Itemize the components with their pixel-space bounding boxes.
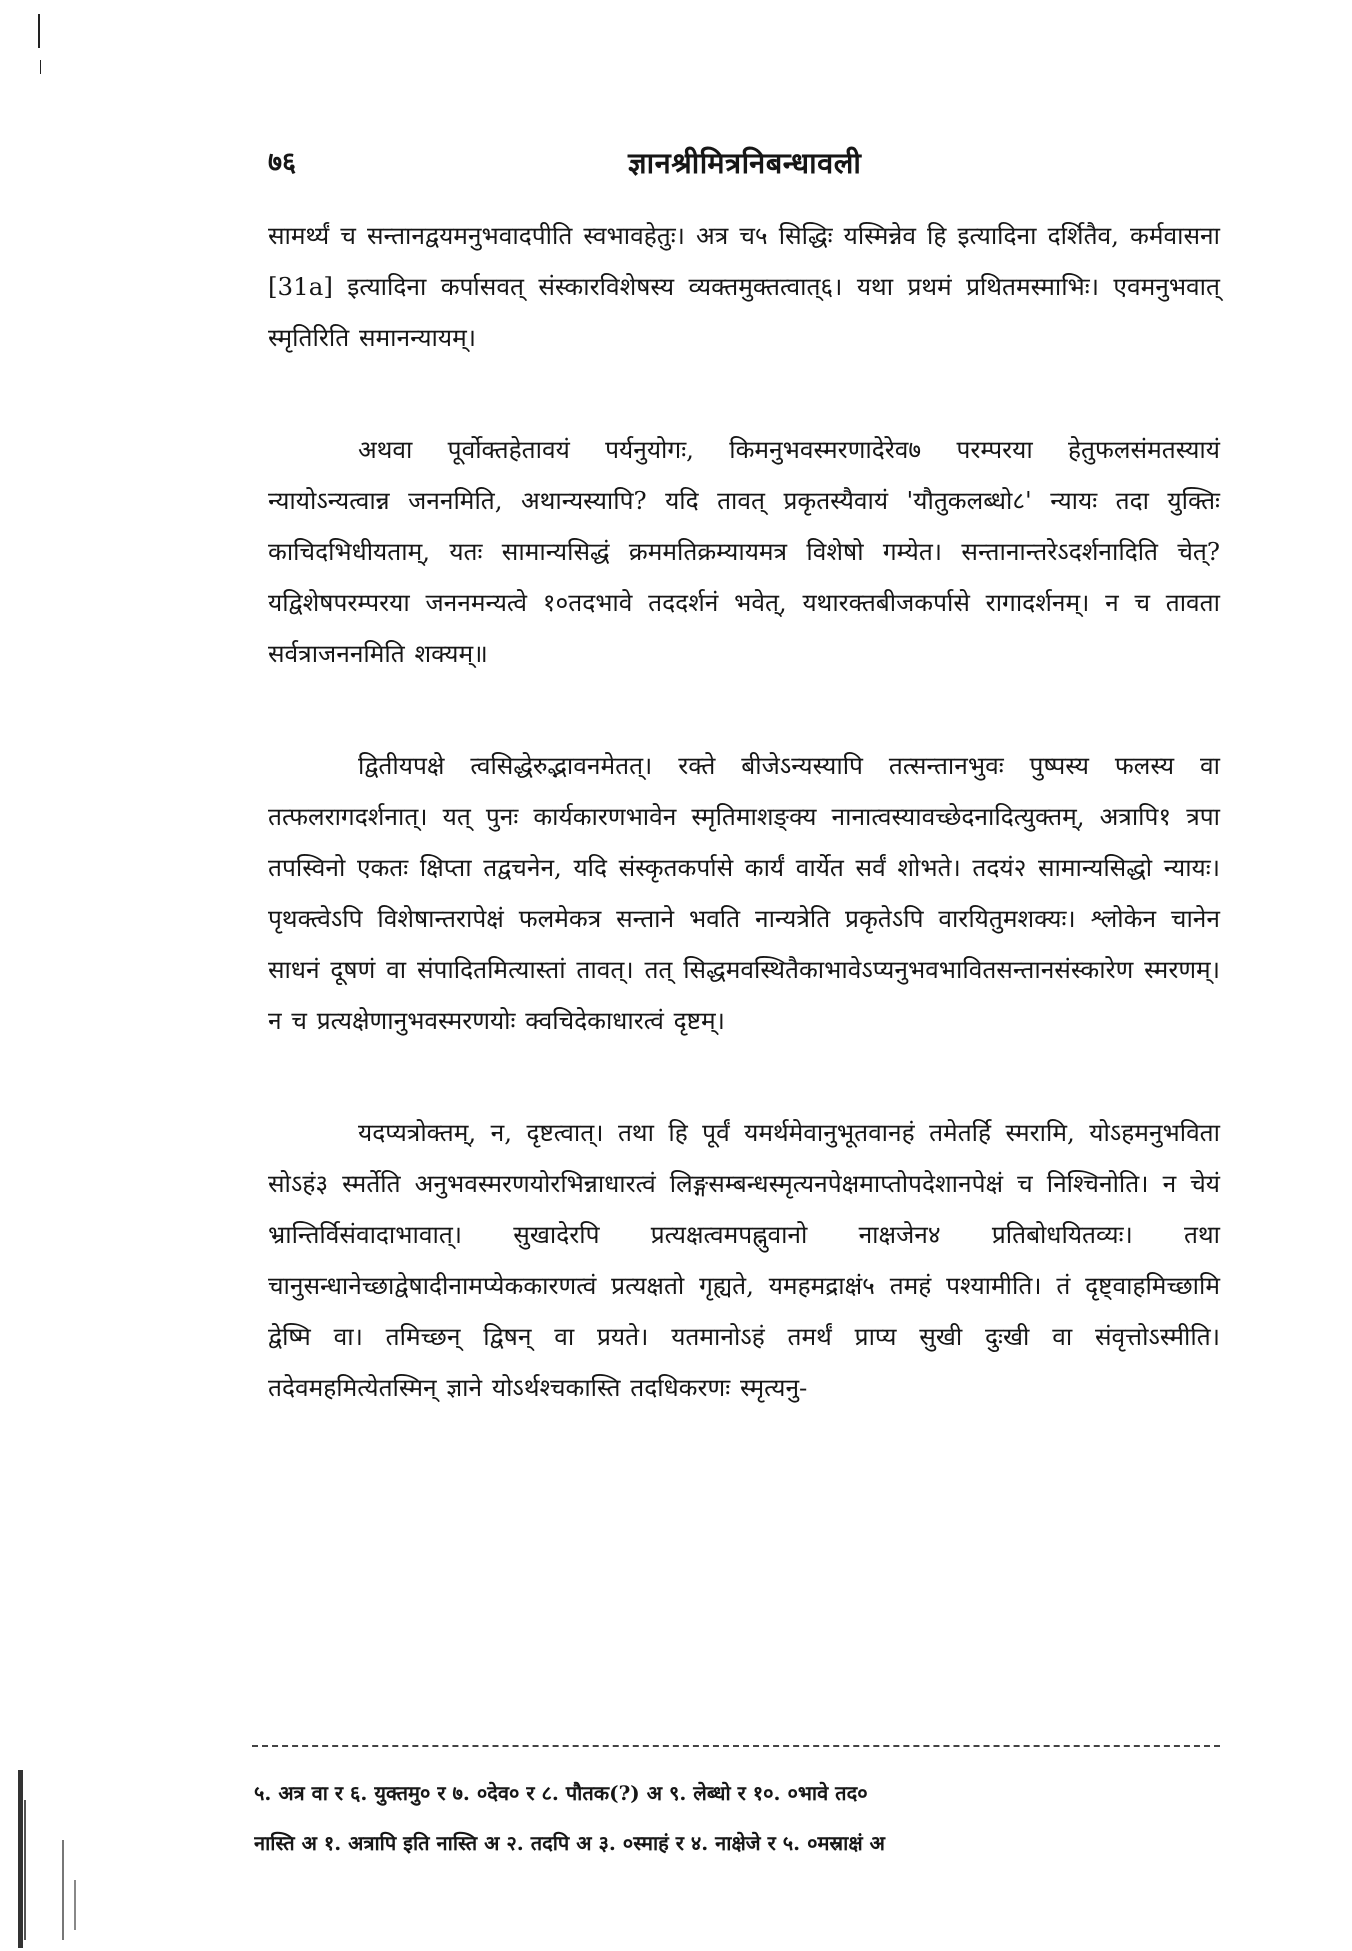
scan-mark-bottom [62,1840,64,1940]
scan-mark-bottom [24,1800,26,1940]
paragraph-4: यदप्यत्रोक्तम्, न, दृष्टत्वात्। तथा हि पूर्वं यमर्थमेवानुभूतवानहं तमेतर्हि स्मरामि, योऽहमनुभविता सोऽहं३ स्मर्तेति अनुभवस्मरणयोरभिन्नाधारत्वं लिङ्गसम्बन्धस्मृत्यनपेक्षमाप्तोपदेशानपेक्षं च निश्चिनोति। न चेयं भ्रान्तिर्विसंवादाभावात्। सुखादेरपि प्रत्यक्षत्वमपह्नुवानो नाक्षजेन४ प्रतिबोधयितव्यः। तथा चानुसन्धानेच्छाद्वेषादीनामप्येककारणत्वं प्रत्यक्षतो गृह्यते, यमहमद्राक्षं५ तमहं पश्यामीति। तं दृष्ट्वाहमिच्छामि द्वेष्मि वा। तमिच्छन् द्विषन् वा प्रयते। यतमानोऽहं तमर्थं प्राप्य सुखी दुःखी वा संवृत्तोऽस्मीति। तदेवमहमित्येतस्मिन् ज्ञाने योऽर्थश्चकास्ति तदधिकरणः स्मृत्यनु- [268,1118,1220,1402]
page-header [268,138,1220,188]
scan-mark-bottom [18,1770,23,1948]
running-head-title: ज्ञानश्रीमित्रनिबन्धावली [628,146,862,180]
scan-mark-top [38,14,40,48]
page-number: ७६ [268,147,297,178]
paragraph-2: अथवा पूर्वोक्तहेतावयं पर्यनुयोगः, किमनुभवस्मरणादेरेव७ परम्परया हेतुफलसंमतस्यायं न्यायोऽन्यत्वान्न जननमिति, अथान्यस्यापि? यदि तावत् प्रकृतस्यैवायं 'यौतुकलब्धो८' न्यायः तदा युक्तिः काचिदभिधीयताम्, यतः सामान्यसिद्धं क्रममतिक्रम्यायमत्र विशेषो गम्येत। सन्तानान्तरेऽदर्शनादिति चेत्? यद्विशेषपरम्परया जननमन्यत्वे १०तदभावे तददर्शनं भवेत्, यथारक्तबीजकर्पासे रागादर्शनम्। न च तावता सर्वत्राजननमिति शक्यम्॥ [268,435,1220,668]
paragraph-1: सामर्थ्यं च सन्तानद्वयमनुभवादपीति स्वभावहेतुः। अत्र च५ सिद्धिः यस्मिन्नेव हि इत्यादिना दर्शितैव, कर्मवासना [31a] इत्यादिना कर्पासवत् संस्कारविशेषस्य व्यक्तमुक्तत्वात्६। यथा प्रथमं प्रथितमस्माभिः। एवमनुभवात् स्मृतिरिति समानन्यायम्। [268,221,1220,352]
footnote-divider [252,1745,1220,1747]
footnotes [254,1768,1220,1868]
footnote-line: ५. अत्र वा र ६. युक्तमु० र ७. ०देव० र ८. पौतक(?) अ ९. लेब्धो र १०. ०भावे तद० [254,1781,868,1805]
footnote-line: नास्ति अ १. अत्रापि इति नास्ति अ २. तदपि अ ३. ०स्माहं र ४. नाक्षेजे र ५. ०मस्राक्षं अ [254,1831,885,1855]
main-text [268,210,1220,1413]
scan-mark-top [40,60,41,74]
scan-mark-bottom [74,1880,76,1930]
paragraph-3: द्वितीयपक्षे त्वसिद्धेरुद्भावनमेतत्। रक्ते बीजेऽन्यस्यापि तत्सन्तानभुवः पुष्पस्य फलस्य वा तत्फलरागदर्शनात्। यत् पुनः कार्यकारणभावेन स्मृतिमाशङ्क्य नानात्वस्यावच्छेदनादित्युक्तम्, अत्रापि१ त्रपा तपस्विनो एकतः क्षिप्ता तद्वचनेन, यदि संस्कृतकर्पासे कार्यं वार्येत सर्वं शोभते। तदयं२ सामान्यसिद्धो न्यायः। पृथक्त्वेऽपि विशेषान्तरापेक्षं फलमेकत्र सन्ताने भवति नान्यत्रेति प्रकृतेऽपि वारयितुमशक्यः। श्लोकेन चानेन साधनं दूषणं वा संपादितमित्यास्तां तावत्। तत् सिद्धमवस्थितैकाभावेऽप्यनुभवभावितसन्तानसंस्कारेण स्मरणम्। न च प्रत्यक्षेणानुभवस्मरणयोः क्वचिदेकाधारत्वं दृष्टम्। [268,751,1220,1035]
